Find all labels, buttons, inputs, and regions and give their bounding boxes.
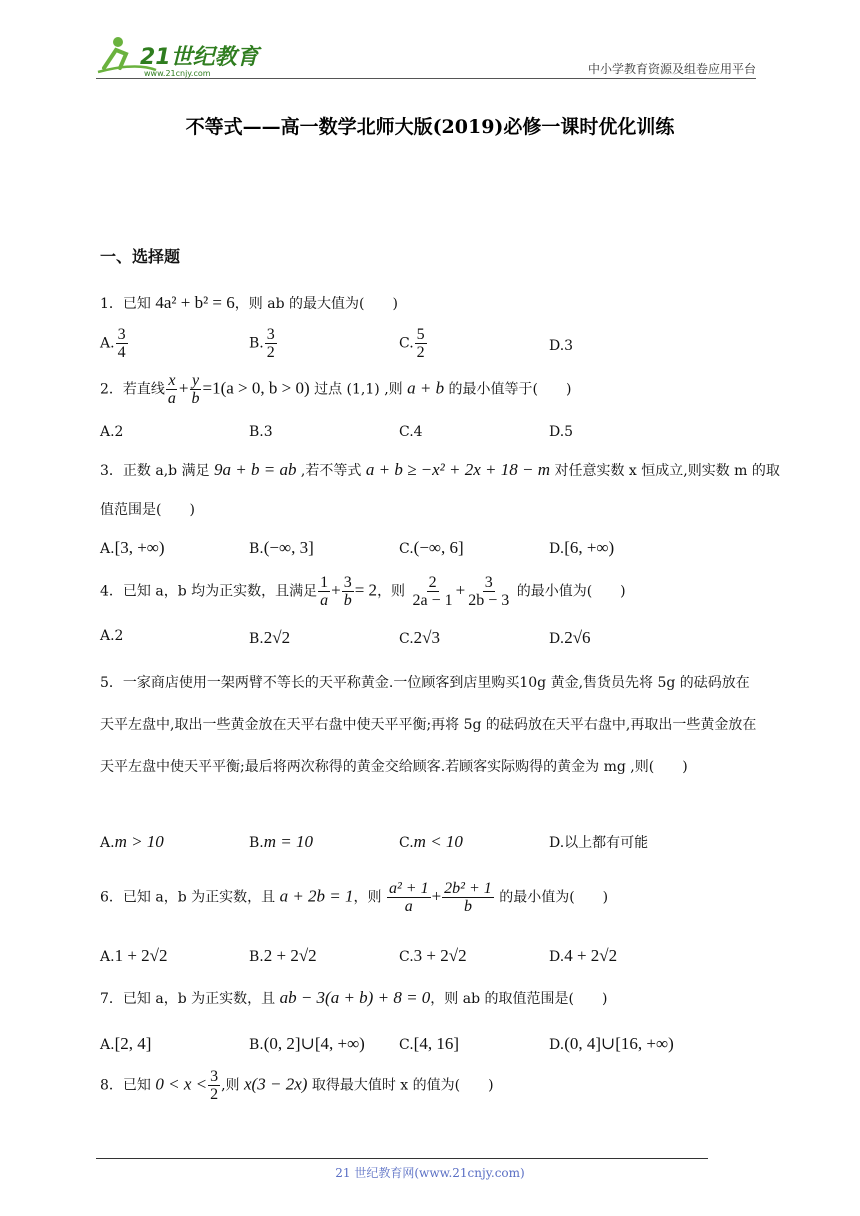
q7-option-b[interactable]: B.(0, 2]∪[4, +∞): [249, 1034, 365, 1053]
q1-option-d[interactable]: D.3: [549, 338, 574, 354]
q6-option-a[interactable]: A.1 + 2√2: [100, 946, 168, 965]
q6-option-c[interactable]: C.3 + 2√2: [399, 946, 467, 965]
section-heading: 一、选择题: [100, 247, 181, 266]
q4-option-a[interactable]: A.2: [100, 628, 124, 644]
q2-option-a[interactable]: A.2: [100, 424, 124, 440]
page-title: 不等式——高一数学北师大版(2019)必修一课时优化训练: [185, 116, 675, 138]
header-divider: [96, 78, 756, 79]
question-3-line-2: 值范围是( ): [100, 502, 195, 518]
question-5: 5．一家商店使用一架两臂不等长的天平称黄金.一位顾客到店里购买10g 黄金,售货员先将 5g 的砝码放在天平左盘中,取出一些黄金放在天平右盘中使天平平衡;再将 5g 的砝码放在天平右盘中,再取出一些黄金放在天平左盘中使天平平衡;最后将两次称得的黄金交给顾客.若顾客实际购得的黄金为 mg ,则( ): [100, 675, 757, 775]
q3-option-c[interactable]: C.(−∞, 6]: [399, 538, 464, 557]
q5-option-b[interactable]: B.m = 10: [249, 832, 313, 851]
site-logo: [96, 28, 266, 80]
runner-logo-icon: [96, 28, 266, 80]
q6-option-b[interactable]: B.2 + 2√2: [249, 946, 317, 965]
q7-option-c[interactable]: C.[4, 16]: [399, 1034, 459, 1053]
q5-option-a[interactable]: A.m > 10: [100, 832, 164, 851]
footer-link[interactable]: 21 世纪教育网(www.21cnjy.com): [335, 1166, 525, 1180]
question-8: 8．已知 0 < x < $\frac{3}{2}$ ,则 x(3 − 2x) 取得最大值时 x 的值为( ): [100, 1068, 494, 1103]
q1-option-c[interactable]: C. $\frac{5}{2}$: [399, 326, 425, 361]
logo-text: 21世纪教育: [140, 45, 259, 70]
q6-option-d[interactable]: D.4 + 2√2: [549, 946, 618, 965]
question-7: 7．已知 a，b 为正实数，且 ab − 3(a + b) + 8 = 0，则 ab 的取值范围是( ): [100, 988, 608, 1007]
footer-divider: [96, 1158, 708, 1159]
q4-option-b[interactable]: B.2√2: [249, 628, 291, 647]
q1-equation: 4a² + b² = 6: [155, 293, 235, 312]
question-1: 1．已知 4a² + b² = 6，则 ab 的最大值为( ): [100, 293, 398, 312]
q2-option-d[interactable]: D.5: [549, 424, 574, 440]
q1-option-a[interactable]: A. $\frac{3}{4}$: [100, 326, 126, 361]
header-slogan: 中小学教育资源及组卷应用平台: [587, 62, 756, 76]
q4-option-c[interactable]: C.2√3: [399, 628, 441, 647]
q4-option-d[interactable]: D.2√6: [549, 628, 591, 647]
question-3-line-1: 3．正数 a,b 满足 9a + b = ab ,若不等式 a + b ≥ −x² + 2x + 18 − m 对任意实数 x 恒成立,则实数 m 的取: [100, 460, 780, 479]
q2-option-c[interactable]: C.4: [399, 424, 423, 440]
q2-option-b[interactable]: B.3: [249, 424, 273, 440]
q3-option-b[interactable]: B.(−∞, 3]: [249, 538, 314, 557]
q7-option-a[interactable]: A.[2, 4]: [100, 1034, 152, 1053]
q3-option-d[interactable]: D.[6, +∞): [549, 538, 615, 557]
question-6: 6．已知 a，b 为正实数，且 a + 2b = 1，则 $\frac{\text{a² + 1}}{a}$ + $\frac{\text{2b² + 1}}{b}$ 的最小值为( ): [100, 880, 609, 915]
q1-option-b[interactable]: B. $\frac{3}{2}$: [249, 326, 275, 361]
q3-option-a[interactable]: A.[3, +∞): [100, 538, 165, 557]
question-2: 2．若直线 $\frac{x}{a}$ + $\frac{y}{b}$ =1(a > 0, b > 0) 过点 (1,1) ,则 a + b 的最小值等于( ): [100, 372, 572, 407]
q7-option-d[interactable]: D.(0, 4]∪[16, +∞): [549, 1034, 674, 1053]
q5-option-d[interactable]: D.以上都有可能: [549, 835, 649, 851]
q5-option-c[interactable]: C.m < 10: [399, 832, 463, 851]
logo-url: www.21cnjy.com: [144, 69, 211, 78]
question-4: 4．已知 a，b 均为正实数，且满足 $\frac{1}{a}$ + $\frac{3}{b}$ = 2，则 $\frac{2}{2a - 1}$ + $\frac{3}{2b - 3}$ 的最小值为( ): [100, 574, 626, 609]
